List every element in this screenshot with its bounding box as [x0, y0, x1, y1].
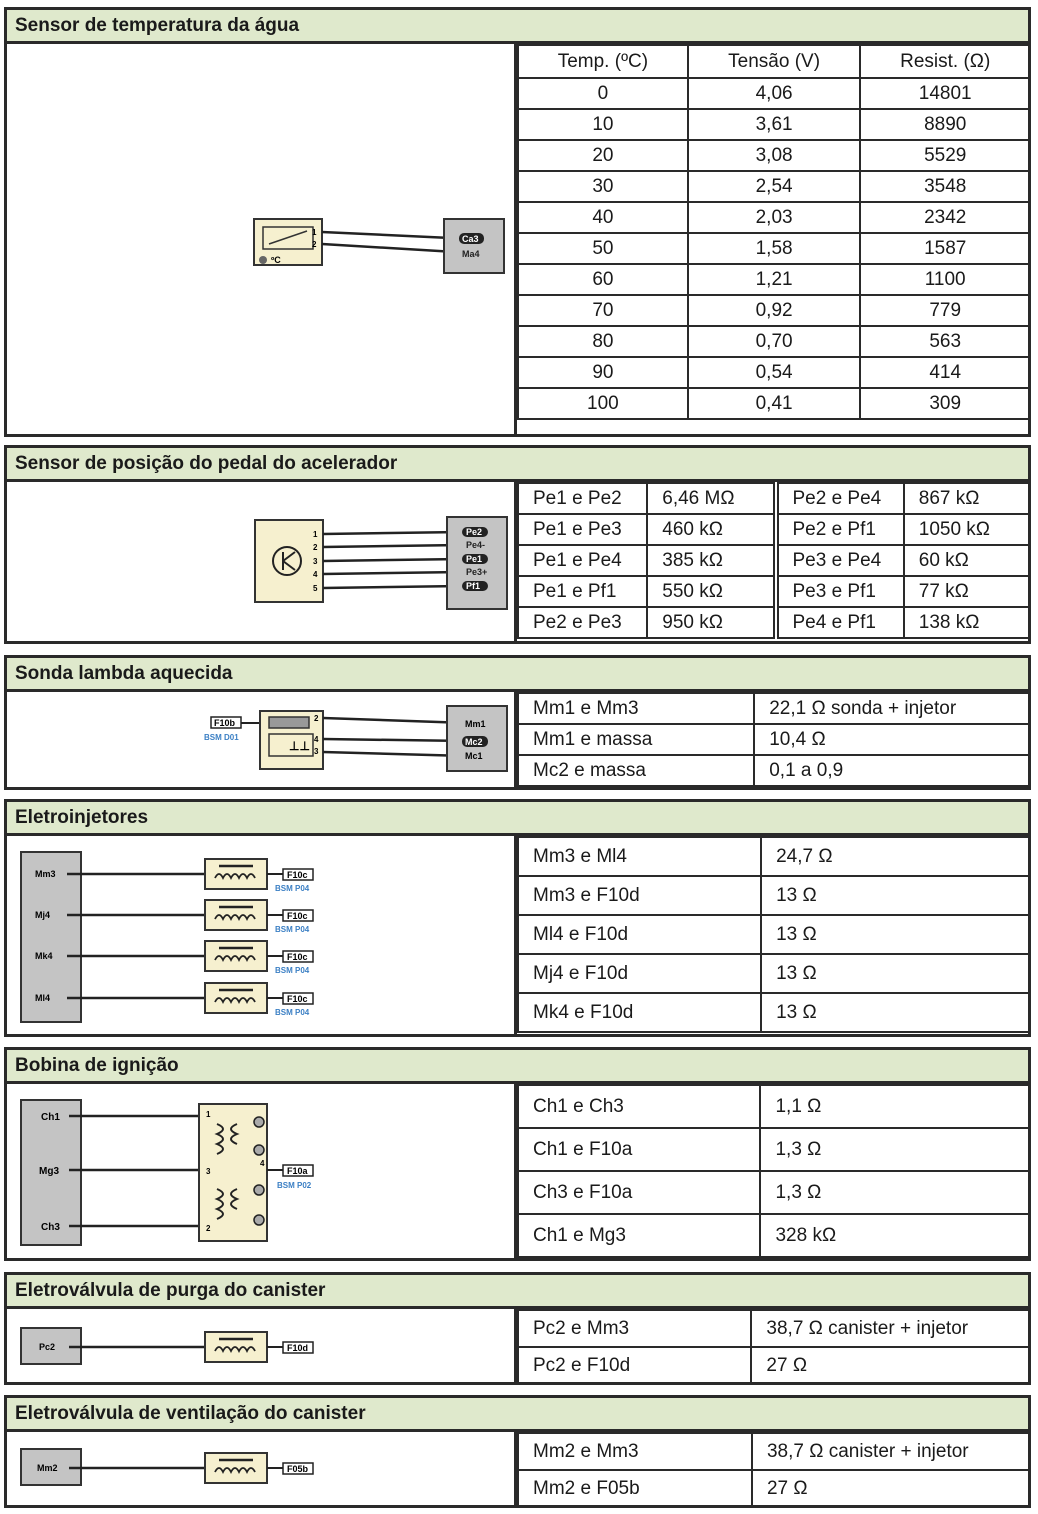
spark-plug-icon	[254, 1145, 264, 1155]
section-title: Eletroinjetores	[7, 802, 1028, 836]
table-cell: 40	[518, 202, 688, 233]
table-cell: Pe2 e Pe3	[518, 607, 647, 638]
ecu-pin-label: Ma4	[462, 249, 480, 259]
table-cell: Ch1 e F10a	[518, 1128, 760, 1171]
table-cell: 328 kΩ	[760, 1214, 1030, 1257]
table-cell: 867 kΩ	[904, 483, 1030, 514]
table-cell: 1050 kΩ	[904, 514, 1030, 545]
vent-diagram	[7, 1432, 517, 1505]
table-cell: 38,7 Ω canister + injetor	[752, 1433, 1030, 1470]
column-header: Tensão (V)	[688, 45, 861, 78]
table-cell: 779	[860, 295, 1030, 326]
pin-label: 1	[206, 1110, 211, 1119]
water-temp-diagram	[7, 44, 517, 434]
section-title: Sensor de temperatura da água	[7, 10, 1028, 44]
table-row	[518, 954, 1030, 993]
table-cell: Ch1 e Mg3	[518, 1214, 760, 1257]
table-row	[518, 993, 1030, 1032]
table-row	[518, 693, 1030, 724]
pin-label: 4	[260, 1159, 265, 1168]
table-row	[518, 109, 1030, 140]
table-cell: Mm2 e F05b	[518, 1470, 752, 1507]
ecu-connector	[444, 219, 504, 273]
table-cell: Ml4 e F10d	[518, 915, 761, 954]
table-cell: 3,08	[688, 140, 861, 171]
table-row	[518, 326, 1030, 357]
ecu-pin-label: Pf1	[466, 581, 481, 591]
table-cell: 10,4 Ω	[754, 724, 1030, 755]
ecu-pin-label: Mc1	[465, 751, 483, 761]
section-purge	[4, 1272, 1031, 1385]
table-cell: Pe1 e Pe3	[518, 514, 647, 545]
table-cell: 3,61	[688, 109, 861, 140]
table-cell: 550 kΩ	[647, 576, 775, 607]
table-cell: Ch1 e Ch3	[518, 1085, 760, 1128]
spark-plug-icon	[254, 1117, 264, 1127]
ecu-pin-label: Pe2	[466, 527, 483, 537]
ecu-pin-label: Pe4-	[466, 540, 486, 550]
section-title: Sensor de posição do pedal do acelerador	[7, 448, 1028, 482]
ecu-pin-label: Ml4	[35, 993, 51, 1003]
fuse-label: F10a	[287, 1166, 308, 1176]
spark-plug-icon	[254, 1185, 264, 1195]
section-title: Sonda lambda aquecida	[7, 658, 1028, 692]
pin-label: 4	[314, 735, 319, 744]
table-cell: 60	[518, 264, 688, 295]
spark-plug-icon	[254, 1215, 264, 1225]
pin-label: 3	[314, 747, 319, 756]
table-row	[518, 483, 1030, 514]
table-cell: Pe3 e Pf1	[776, 576, 904, 607]
table-row	[518, 78, 1030, 109]
pin-label: 1	[312, 228, 317, 237]
table-cell: 1,21	[688, 264, 861, 295]
fuse-label: F10b	[214, 718, 236, 728]
table-cell: Pe1 e Pe4	[518, 545, 647, 576]
section-injectors	[4, 799, 1031, 1037]
ecu-pin-label: Pe1	[466, 554, 483, 564]
table-cell: 27 Ω	[751, 1347, 1030, 1384]
table-cell: 60 kΩ	[904, 545, 1030, 576]
coil-wiring	[7, 1084, 514, 1258]
table-cell: 90	[518, 357, 688, 388]
ecu-pin-label: Ch1	[41, 1112, 60, 1123]
fuse-ref-label: BSM P02	[277, 1181, 312, 1190]
pedal-wiring	[7, 482, 514, 641]
coil-diagram	[7, 1084, 517, 1258]
pedal-diagram	[7, 482, 517, 641]
table-cell: 14801	[860, 78, 1030, 109]
table-cell: Pc2 e F10d	[518, 1347, 751, 1384]
table-cell: Pe3 e Pe4	[776, 545, 904, 576]
fuse-label: F10c	[287, 870, 308, 880]
table-cell: 0,41	[688, 388, 861, 419]
pin-label: 5	[313, 584, 318, 593]
table-row	[518, 357, 1030, 388]
table-cell: 2,03	[688, 202, 861, 233]
table-row	[518, 295, 1030, 326]
fuse-label: F10d	[287, 1343, 309, 1353]
table-cell: 0,1 a 0,9	[754, 755, 1030, 786]
table-cell: 13 Ω	[761, 954, 1030, 993]
table-row	[518, 724, 1030, 755]
table-row	[518, 171, 1030, 202]
table-row	[518, 1470, 1030, 1507]
table-cell: 0	[518, 78, 688, 109]
table-cell: 10	[518, 109, 688, 140]
table-row	[518, 1310, 1030, 1347]
section-title: Eletroválvula de ventilação do canister	[7, 1398, 1028, 1432]
fuse-label: F05b	[287, 1464, 309, 1474]
table-cell: 13 Ω	[761, 993, 1030, 1032]
sensor-unit-label: ºC	[271, 255, 281, 265]
table-cell: Pe2 e Pf1	[776, 514, 904, 545]
water-temp-wiring	[7, 44, 514, 434]
lambda-table	[517, 692, 1031, 787]
table-cell: 20	[518, 140, 688, 171]
section-title: Eletroválvula de purga do canister	[7, 1275, 1028, 1309]
table-cell: 77 kΩ	[904, 576, 1030, 607]
table-cell: 24,7 Ω	[761, 837, 1030, 876]
table-row	[518, 837, 1030, 876]
table-cell: Mj4 e F10d	[518, 954, 761, 993]
table-cell: 460 kΩ	[647, 514, 775, 545]
pin-label: 3	[313, 557, 318, 566]
table-cell: Mm2 e Mm3	[518, 1433, 752, 1470]
table-cell: 1,3 Ω	[760, 1128, 1030, 1171]
table-cell: 1,1 Ω	[760, 1085, 1030, 1128]
ecu-pin-label: Mm1	[465, 719, 486, 729]
table-cell: 100	[518, 388, 688, 419]
table-row	[518, 876, 1030, 915]
table-cell: Pc2 e Mm3	[518, 1310, 751, 1347]
table-cell: 950 kΩ	[647, 607, 775, 638]
lambda-cell-icon: ⊥⊥	[289, 739, 310, 753]
fuse-ref-label: BSM P04	[275, 884, 310, 893]
table-row	[518, 545, 1030, 576]
table-cell: 38,7 Ω canister + injetor	[751, 1310, 1030, 1347]
table-row	[518, 1128, 1030, 1171]
fuse-ref-label: BSM P04	[275, 1008, 310, 1017]
table-cell: Mm1 e Mm3	[518, 693, 754, 724]
vent-table	[517, 1432, 1031, 1508]
table-row	[518, 1214, 1030, 1257]
table-cell: 13 Ω	[761, 876, 1030, 915]
table-row	[518, 514, 1030, 545]
table-cell: Mm1 e massa	[518, 724, 754, 755]
table-cell: 13 Ω	[761, 915, 1030, 954]
purge-table	[517, 1309, 1031, 1385]
fuse-label: F10c	[287, 994, 308, 1004]
table-cell: 30	[518, 171, 688, 202]
table-cell: 385 kΩ	[647, 545, 775, 576]
coil-table	[517, 1084, 1031, 1258]
table-row	[518, 140, 1030, 171]
table-row	[518, 755, 1030, 786]
table-cell: 8890	[860, 109, 1030, 140]
pedal-table	[517, 482, 1031, 639]
fuse-ref-label: BSM P04	[275, 966, 310, 975]
table-cell: 5529	[860, 140, 1030, 171]
ecu-pin-label: Mm3	[35, 869, 56, 879]
table-row	[518, 576, 1030, 607]
table-cell: 2342	[860, 202, 1030, 233]
table-cell: Ch3 e F10a	[518, 1171, 760, 1214]
section-water-temp	[4, 7, 1031, 437]
table-cell: 2,54	[688, 171, 861, 202]
pin-label: 3	[206, 1167, 211, 1176]
table-cell: 414	[860, 357, 1030, 388]
pin-label: 2	[313, 543, 318, 552]
table-cell: 0,54	[688, 357, 861, 388]
table-row	[518, 264, 1030, 295]
table-row	[518, 388, 1030, 419]
vent-wiring	[7, 1432, 514, 1505]
table-cell: Mc2 e massa	[518, 755, 754, 786]
water-temp-table	[517, 44, 1031, 420]
injectors-diagram	[7, 836, 517, 1034]
table-cell: 80	[518, 326, 688, 357]
table-cell: 0,70	[688, 326, 861, 357]
pin-label: 4	[313, 570, 318, 579]
table-cell: 1,3 Ω	[760, 1171, 1030, 1214]
table-cell: 1100	[860, 264, 1030, 295]
table-row	[518, 233, 1030, 264]
section-title: Bobina de ignição	[7, 1050, 1028, 1084]
fuse-ref-label: BSM D01	[204, 733, 239, 742]
fuse-ref-label: BSM P04	[275, 925, 310, 934]
thermometer-icon	[259, 256, 267, 264]
table-cell: 138 kΩ	[904, 607, 1030, 638]
table-cell: 22,1 Ω sonda + injetor	[754, 693, 1030, 724]
table-row	[518, 1347, 1030, 1384]
column-header: Temp. (ºC)	[518, 45, 688, 78]
ecu-pin-label: Ca3	[462, 234, 479, 244]
ecu-pin-label: Mm2	[37, 1463, 58, 1473]
pin-label: 2	[206, 1224, 211, 1233]
section-lambda	[4, 655, 1031, 790]
injectors-table	[517, 836, 1031, 1033]
ecu-pin-label: Ch3	[41, 1222, 60, 1233]
table-cell: 1587	[860, 233, 1030, 264]
table-cell: 6,46 MΩ	[647, 483, 775, 514]
pin-label: 1	[313, 530, 318, 539]
ecu-pin-label: Pc2	[39, 1342, 56, 1352]
table-cell: Pe1 e Pf1	[518, 576, 647, 607]
table-cell: Mk4 e F10d	[518, 993, 761, 1032]
table-row	[518, 1171, 1030, 1214]
table-row	[518, 202, 1030, 233]
lambda-diagram	[7, 692, 517, 787]
table-cell: Pe1 e Pe2	[518, 483, 647, 514]
section-coil	[4, 1047, 1031, 1261]
ecu-pin-label: Mj4	[35, 910, 51, 920]
section-vent	[4, 1395, 1031, 1508]
column-header: Resist. (Ω)	[860, 45, 1030, 78]
table-row	[518, 1433, 1030, 1470]
table-cell: 563	[860, 326, 1030, 357]
lambda-wiring	[7, 692, 514, 787]
purge-wiring	[7, 1309, 514, 1382]
table-cell: 3548	[860, 171, 1030, 202]
table-cell: 0,92	[688, 295, 861, 326]
table-cell: 70	[518, 295, 688, 326]
ecu-pin-label: Pe3+	[466, 567, 488, 577]
purge-diagram	[7, 1309, 517, 1382]
table-cell: Pe4 e Pf1	[776, 607, 904, 638]
table-cell: Mm3 e F10d	[518, 876, 761, 915]
ecu-pin-label: Mc2	[465, 737, 483, 747]
table-row	[518, 1085, 1030, 1128]
ecu-pin-label: Mg3	[39, 1166, 59, 1177]
pin-label: 2	[312, 240, 317, 249]
ecu-pin-label: Mk4	[35, 951, 53, 961]
table-cell: 309	[860, 388, 1030, 419]
table-cell: 1,58	[688, 233, 861, 264]
injectors-wiring	[7, 836, 514, 1034]
fuse-label: F10c	[287, 952, 308, 962]
table-cell: Mm3 e Ml4	[518, 837, 761, 876]
table-row	[518, 915, 1030, 954]
section-pedal	[4, 445, 1031, 644]
pin-label: 2	[314, 714, 319, 723]
table-cell: Pe2 e Pe4	[776, 483, 904, 514]
table-row	[518, 607, 1030, 638]
fuse-label: F10c	[287, 911, 308, 921]
table-cell: 50	[518, 233, 688, 264]
table-cell: 4,06	[688, 78, 861, 109]
table-cell: 27 Ω	[752, 1470, 1030, 1507]
